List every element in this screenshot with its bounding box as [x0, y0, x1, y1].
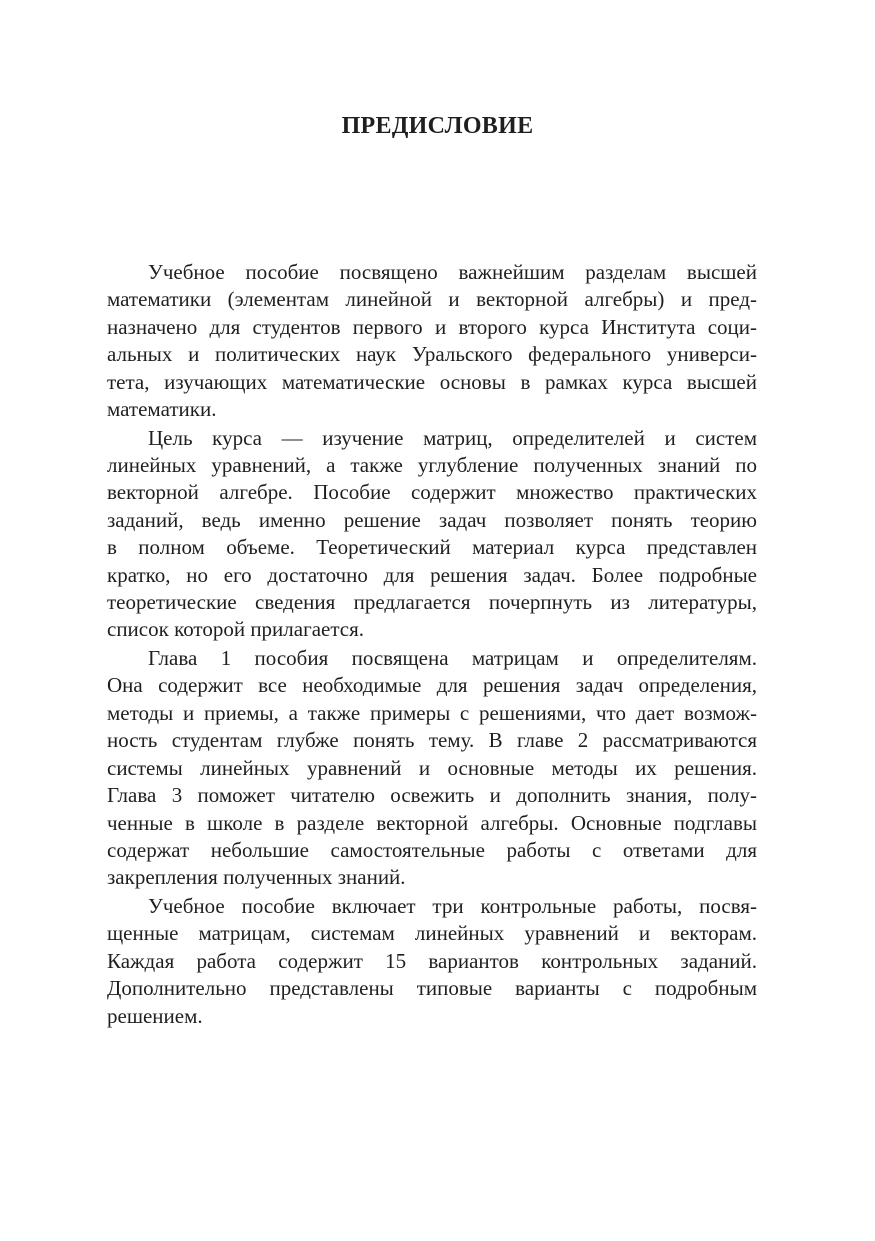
text-line: математики (элементам линейной и векторной алгебры) и пред- — [107, 287, 757, 312]
text-line: Она содержит все необходимые для решения задач определения, — [107, 673, 757, 698]
text-line: методы и приемы, а также примеры с решениями, что дает возмож- — [107, 700, 757, 725]
text-line: тета, изучающих математические основы в рамках курса высшей — [107, 369, 757, 394]
text-line: Цель курса — изучение матриц, определителей и систем — [148, 425, 757, 450]
preface-body — [107, 259, 757, 1030]
text-line: закрепления полученных знаний. — [107, 865, 406, 890]
text-line: математики. — [107, 397, 217, 422]
paragraph — [107, 893, 757, 1030]
text-line: щенные матрицам, системам линейных уравнений и векторам. — [107, 921, 757, 946]
text-line: Учебное пособие включает три контрольные работы, посвя- — [148, 893, 757, 918]
text-line: ность студентам глубже понять тему. В главе 2 рассматриваются — [107, 728, 757, 753]
text-line: системы линейных уравнений и основные методы их решения. — [107, 755, 757, 780]
text-line: решением. — [107, 1003, 203, 1028]
text-line: линейных уравнений, а также углубление полученных знаний по — [107, 453, 757, 478]
text-line: теоретические сведения предлагается почерпнуть из литературы, — [107, 590, 757, 615]
paragraph — [107, 425, 757, 644]
text-line: Дополнительно представлены типовые варианты с подробным — [107, 976, 757, 1001]
text-line: ченные в школе в разделе векторной алгебры. Основные подглавы — [107, 810, 757, 835]
text-line: альных и политических наук Уральского федерального универси- — [107, 342, 757, 367]
text-line: Глава 3 поможет читателю освежить и дополнить знания, полу- — [107, 783, 757, 808]
text-line: Каждая работа содержит 15 вариантов контрольных заданий. — [107, 948, 757, 973]
paragraph — [107, 259, 757, 423]
text-line: Глава 1 пособия посвящена матрицам и определителям. — [148, 646, 757, 671]
page-title: ПРЕДИСЛОВИЕ — [341, 113, 534, 139]
text-line: назначено для студентов первого и второго курса Института соци- — [107, 314, 757, 339]
text-line: кратко, но его достаточно для решения задач. Более подробные — [107, 562, 757, 587]
text-line: содержат небольшие самостоятельные работы с ответами для — [107, 837, 757, 862]
text-line: заданий, ведь именно решение задач позволяет понять теорию — [107, 507, 757, 532]
text-line: Учебное пособие посвящено важнейшим разделам высшей — [148, 260, 757, 284]
text-line: список которой прилагается. — [107, 617, 365, 642]
text-line: в полном объеме. Теоретический материал курса представлен — [107, 535, 757, 560]
text-line: векторной алгебре. Пособие содержит множество практических — [107, 480, 757, 505]
paragraph — [107, 645, 757, 892]
